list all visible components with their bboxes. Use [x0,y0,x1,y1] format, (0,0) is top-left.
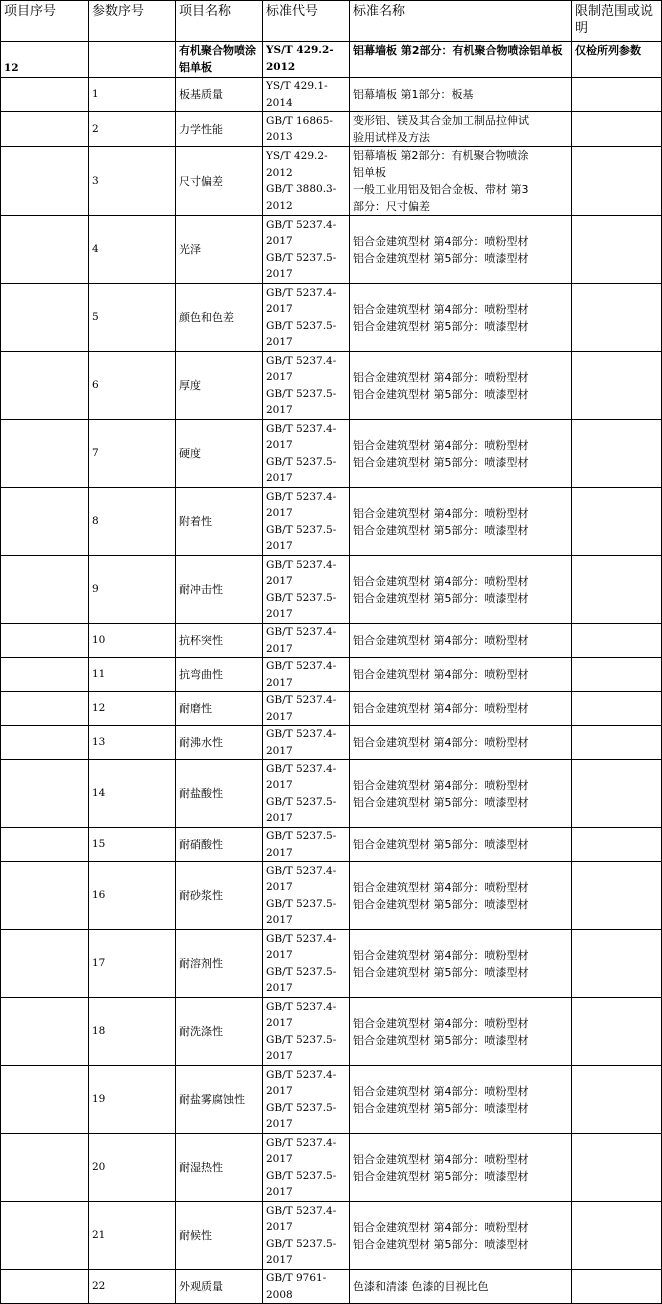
row-limit [572,930,662,998]
table-row [1,1134,662,1202]
std-name-line: 铝合金建筑型材 第4部分：喷粉型材 [353,702,529,715]
row-std-code [263,147,350,216]
row-std-code [263,284,350,352]
row-std-name [350,930,572,998]
row-param-seq: 8 [89,488,176,556]
row-limit [572,1202,662,1270]
std-code-line: 2017 [266,846,293,859]
std-code-line: GB/T 5237.4- [266,864,337,877]
row-project-seq [1,998,89,1066]
std-code-line: 2017 [266,404,293,416]
row-project-seq [1,726,89,760]
row-std-code [263,658,350,692]
std-code-line: 2017 [266,1118,293,1130]
table-row [1,1066,662,1134]
std-code-line: 2013 [266,131,293,143]
std-name-line: 铝合金建筑型材 第5部分：喷漆型材 [353,319,529,333]
row-item-name: 抗杯突性 [176,624,263,658]
std-name-line: 色漆和清漆 色漆的目视比色 [353,1280,489,1293]
std-code-line: 2017 [266,575,293,587]
table-body [1,42,662,1304]
row-std-name [350,862,572,930]
std-code-line: 2017 [266,744,293,757]
row-item-name: 耐洗涤性 [176,998,263,1066]
row-project-seq [1,112,89,147]
row-std-code [263,488,350,556]
std-name-line: 铝合金建筑型材 第5部分：喷漆型材 [353,897,529,911]
row-limit [572,216,662,284]
row-item-name: 耐沸水性 [176,726,263,760]
row-item-name: 力学性能 [176,112,263,147]
row-item-name: 附着性 [176,488,263,556]
table-row [1,112,662,147]
row-std-name [350,1202,572,1270]
std-code-line: GB/T 5237.5- [266,795,337,808]
row-item-name: 厚度 [176,352,263,420]
row-param-seq: 22 [89,1270,176,1304]
row-std-name [350,760,572,828]
std-code-line: GB/T 5237.5- [266,1101,337,1114]
header-row [1,1,662,42]
row-limit [572,828,662,862]
row-std-code [263,352,350,420]
row-std-name [350,112,572,147]
row-std-name [350,488,572,556]
row-project-seq [1,1270,89,1304]
table-row [1,862,662,930]
row-project-seq [1,624,89,658]
std-name-line: 铝合金建筑型材 第5部分：喷漆型材 [353,523,529,537]
table-row [1,930,662,998]
std-name-line: 铝合金建筑型材 第4部分：喷粉型材 [353,438,529,452]
row-param-seq: 1 [89,78,176,112]
row-limit [572,1134,662,1202]
row-std-name [350,1270,572,1304]
std-code-line: GB/T 5237.5- [266,965,337,978]
row-std-code [263,1202,350,1270]
row-project-seq [1,828,89,862]
std-name-line: 铝合金建筑型材 第4部分：喷粉型材 [353,736,529,749]
std-name-line: 铝幕墙板 第1部分：板基 [353,88,474,101]
std-code-line: 2017 [266,1153,293,1165]
std-code-line: 2012 [266,166,293,179]
row-item-name: 耐候性 [176,1202,263,1270]
row-project-seq [1,352,89,420]
std-name-line: 铝合金建筑型材 第4部分：喷粉型材 [353,234,529,248]
std-code-line: GB/T 5237.5- [266,387,337,400]
row-item-name: 耐湿热性 [176,1134,263,1202]
row-std-code [263,1270,350,1304]
std-code-line: GB/T 5237.4- [266,558,337,571]
row-param-seq: 20 [89,1134,176,1202]
std-name-line: 铝合金建筑型材 第5部分：喷漆型材 [353,838,529,851]
std-code-line: 2017 [266,1085,293,1097]
table-row [1,147,662,216]
row-std-code [263,862,350,930]
std-name-line: 铝合金建筑型材 第4部分：喷粉型材 [353,1084,529,1098]
project-limit: 仅检所列参数 [572,42,662,78]
std-code-line: 2017 [266,676,293,689]
std-code-line: GB/T 5237.5- [266,1237,337,1250]
row-std-code [263,998,350,1066]
row-limit [572,1066,662,1134]
std-code-line: GB/T 5237.4- [266,354,337,367]
row-project-seq [1,216,89,284]
row-std-code [263,216,350,284]
project-param-seq [89,42,176,78]
std-code-line: GB/T 5237.4- [266,286,337,299]
row-param-seq: 4 [89,216,176,284]
row-limit [572,352,662,420]
row-limit [572,112,662,147]
std-code-line: 2008 [266,1288,293,1301]
table-row [1,284,662,352]
std-code-line: 2017 [266,1017,293,1029]
std-code-line: 2017 [266,268,293,280]
std-code-line: 2017 [266,881,293,893]
row-param-seq: 10 [89,624,176,658]
row-std-code [263,112,350,147]
std-code-line: GB/T 5237.5- [266,523,337,536]
std-name-line: 验用试样及方法 [353,131,430,144]
row-std-name [350,692,572,726]
row-std-code [263,1134,350,1202]
std-code-line: 2017 [266,812,293,824]
std-name-line: 铝合金建筑型材 第5部分：喷漆型材 [353,1237,529,1251]
std-name-line: 铝合金建筑型材 第4部分：喷粉型材 [353,302,529,316]
std-code-line: 2017 [266,371,293,383]
std-code-line: 2014 [266,96,293,109]
row-limit [572,1270,662,1304]
std-code-line: 2017 [266,608,293,620]
std-name-line: 铝合金建筑型材 第4部分：喷粉型材 [353,1016,529,1030]
std-code-line: 2017 [266,949,293,961]
std-code-line: GB/T 5237.4- [266,422,337,435]
table-row [1,1202,662,1270]
std-code-line: GB/T 5237.5- [266,591,337,604]
row-limit [572,78,662,112]
std-code-line: GB/T 3880.3- [266,183,337,195]
std-code-line: 2017 [266,439,293,451]
project-row [1,42,662,78]
row-project-seq [1,930,89,998]
std-code-line: 2017 [266,507,293,519]
std-code-line: GB/T 5237.5- [266,897,337,910]
header-item-name: 项目名称 [176,1,263,42]
row-param-seq: 19 [89,1066,176,1134]
row-std-name [350,1066,572,1134]
std-code-line: GB/T 5237.5- [266,455,337,468]
std-name-line: 铝合金建筑型材 第5部分：喷漆型材 [353,251,529,265]
std-name-line: 铝合金建筑型材 第5部分：喷漆型材 [353,455,529,469]
row-item-name: 耐砂浆性 [176,862,263,930]
std-code-line: GB/T 5237.4- [266,1204,337,1217]
row-std-name [350,216,572,284]
row-std-code [263,930,350,998]
row-param-seq: 13 [89,726,176,760]
std-code-line: 2012 [266,199,293,212]
project-code: YS/T 429.2-2012 [263,42,350,78]
std-code-line: YS/T 429.2- [266,150,328,162]
row-param-seq: 18 [89,998,176,1066]
std-code-line: 2017 [266,235,293,247]
row-item-name: 抗弯曲性 [176,658,263,692]
row-std-name [350,556,572,624]
table-row [1,692,662,726]
std-name-line: 铝幕墙板 第2部分：有机聚合物喷涂 [353,149,529,162]
row-project-seq [1,1202,89,1270]
row-project-seq [1,862,89,930]
row-std-name [350,352,572,420]
row-param-seq: 2 [89,112,176,147]
row-param-seq: 16 [89,862,176,930]
row-std-code [263,78,350,112]
row-item-name: 尺寸偏差 [176,147,263,216]
std-code-line: GB/T 9761- [266,1272,327,1284]
row-project-seq [1,488,89,556]
std-name-line: 铝合金建筑型材 第5部分：喷漆型材 [353,387,529,401]
std-name-line: 铝合金建筑型材 第4部分：喷粉型材 [353,668,529,681]
row-std-name [350,624,572,658]
row-param-seq: 7 [89,420,176,488]
std-code-line: GB/T 5237.4- [266,1068,337,1081]
std-name-line: 铝单板 [353,166,386,179]
table-row [1,624,662,658]
row-limit [572,624,662,658]
header-param-seq: 参数序号 [89,1,176,42]
std-code-line: 2017 [266,1254,293,1266]
row-param-seq: 12 [89,692,176,726]
row-std-name [350,284,572,352]
std-code-line: 2017 [266,540,293,552]
row-item-name: 耐盐酸性 [176,760,263,828]
std-code-line: 2017 [266,303,293,315]
row-std-code [263,760,350,828]
std-name-line: 部分：尺寸偏差 [353,200,430,213]
std-name-line: 铝合金建筑型材 第4部分：喷粉型材 [353,880,529,894]
std-name-line: 一般工业用铝及铝合金板、带材 第3 [353,183,529,196]
std-name-line: 铝合金建筑型材 第4部分：喷粉型材 [353,1220,529,1234]
std-code-line: GB/T 5237.4- [266,932,337,945]
table-row [1,1270,662,1304]
row-param-seq: 11 [89,658,176,692]
header-std-code: 标准代号 [263,1,350,42]
table-row [1,216,662,284]
row-project-seq [1,760,89,828]
row-param-seq: 5 [89,284,176,352]
header-limit: 限制范围或说明 [572,1,662,42]
row-item-name: 耐硝酸性 [176,828,263,862]
std-name-line: 铝合金建筑型材 第5部分：喷漆型材 [353,965,529,979]
std-name-line: 铝合金建筑型材 第4部分：喷粉型材 [353,574,529,588]
std-code-line: GB/T 5237.4- [266,1000,337,1013]
row-limit [572,998,662,1066]
row-std-name [350,828,572,862]
std-code-line: GB/T 5237.4- [266,762,337,775]
std-name-line: 铝合金建筑型材 第4部分：喷粉型材 [353,948,529,962]
std-code-line: GB/T 5237.4- [266,694,337,706]
std-name-line: 铝合金建筑型材 第4部分：喷粉型材 [353,370,529,384]
row-item-name: 光泽 [176,216,263,284]
std-code-line: GB/T 5237.4- [266,218,337,231]
row-param-seq: 14 [89,760,176,828]
std-code-line: GB/T 16865- [266,114,333,127]
std-code-line: GB/T 5237.5- [266,1169,337,1182]
header-project-seq: 项目序号 [1,1,89,42]
row-param-seq: 15 [89,828,176,862]
row-std-code [263,828,350,862]
std-code-line: 2017 [266,1221,293,1233]
row-item-name: 板基质量 [176,78,263,112]
row-item-name: 外观质量 [176,1270,263,1304]
std-code-line: 2017 [266,982,293,994]
std-name-line: 铝合金建筑型材 第4部分：喷粉型材 [353,634,529,647]
std-code-line: GB/T 5237.5- [266,1033,337,1046]
row-std-name [350,998,572,1066]
row-limit [572,556,662,624]
row-std-code [263,624,350,658]
table-row [1,760,662,828]
table-row [1,78,662,112]
row-item-name: 硬度 [176,420,263,488]
row-project-seq [1,147,89,216]
header-std-name: 标准名称 [350,1,572,42]
std-code-line: 2017 [266,642,293,655]
table-row [1,488,662,556]
table-row [1,420,662,488]
std-code-line: 2017 [266,336,293,348]
table-row [1,658,662,692]
row-std-name [350,78,572,112]
table-row [1,556,662,624]
row-item-name: 颜色和色差 [176,284,263,352]
row-std-name [350,1134,572,1202]
row-limit [572,726,662,760]
row-limit [572,147,662,216]
row-limit [572,862,662,930]
std-code-line: GB/T 5237.5- [266,251,337,264]
table-row [1,998,662,1066]
row-param-seq: 6 [89,352,176,420]
row-std-name [350,658,572,692]
std-code-line: 2017 [266,1186,293,1198]
row-project-seq [1,420,89,488]
std-name-line: 铝合金建筑型材 第4部分：喷粉型材 [353,506,529,520]
row-item-name: 耐磨性 [176,692,263,726]
std-code-line: GB/T 5237.5- [266,319,337,332]
row-project-seq [1,284,89,352]
std-name-line: 铝合金建筑型材 第5部分：喷漆型材 [353,795,529,809]
table-row [1,352,662,420]
std-name-line: 变形铝、镁及其合金加工制品拉伸试 [353,114,529,127]
std-code-line: 2017 [266,779,293,791]
std-name-line: 铝合金建筑型材 第4部分：喷粉型材 [353,1152,529,1166]
std-name-line: 铝合金建筑型材 第5部分：喷漆型材 [353,1169,529,1183]
project-seq: 12 [1,42,89,78]
row-std-code [263,1066,350,1134]
row-item-name: 耐盐雾腐蚀性 [176,1066,263,1134]
std-name-line: 铝合金建筑型材 第5部分：喷漆型材 [353,591,529,605]
std-code-line: GB/T 5237.4- [266,728,337,740]
row-std-code [263,726,350,760]
std-code-line: GB/T 5237.4- [266,1136,337,1149]
row-std-name [350,147,572,216]
row-project-seq [1,692,89,726]
row-std-name [350,420,572,488]
row-limit [572,760,662,828]
row-limit [572,488,662,556]
row-param-seq: 3 [89,147,176,216]
table-row [1,726,662,760]
row-item-name: 耐冲击性 [176,556,263,624]
std-code-line: GB/T 5237.5- [266,830,337,842]
row-std-name [350,726,572,760]
row-std-code [263,420,350,488]
project-std-name: 铝幕墙板 第2部分：有机聚合物喷涂铝单板 [350,42,572,78]
row-limit [572,692,662,726]
row-project-seq [1,78,89,112]
row-param-seq: 17 [89,930,176,998]
std-code-line: GB/T 5237.4- [266,490,337,503]
table-row [1,828,662,862]
std-name-line: 铝合金建筑型材 第4部分：喷粉型材 [353,778,529,792]
std-code-line: GB/T 5237.4- [266,660,337,672]
std-code-line: 2017 [266,914,293,926]
row-project-seq [1,1134,89,1202]
std-code-line: YS/T 429.1- [266,80,328,92]
row-limit [572,284,662,352]
row-std-code [263,556,350,624]
std-code-line: 2017 [266,472,293,484]
row-limit [572,658,662,692]
row-project-seq [1,658,89,692]
row-project-seq [1,556,89,624]
row-project-seq [1,1066,89,1134]
row-param-seq: 9 [89,556,176,624]
std-code-line: GB/T 5237.4- [266,626,337,638]
std-name-line: 铝合金建筑型材 第5部分：喷漆型材 [353,1033,529,1047]
project-name: 有机聚合物喷涂铝单板 [176,42,263,78]
row-param-seq: 21 [89,1202,176,1270]
row-std-code [263,692,350,726]
std-code-line: 2017 [266,710,293,723]
row-limit [572,420,662,488]
row-item-name: 耐溶剂性 [176,930,263,998]
std-name-line: 铝合金建筑型材 第5部分：喷漆型材 [353,1101,529,1115]
std-code-line: 2017 [266,1050,293,1062]
